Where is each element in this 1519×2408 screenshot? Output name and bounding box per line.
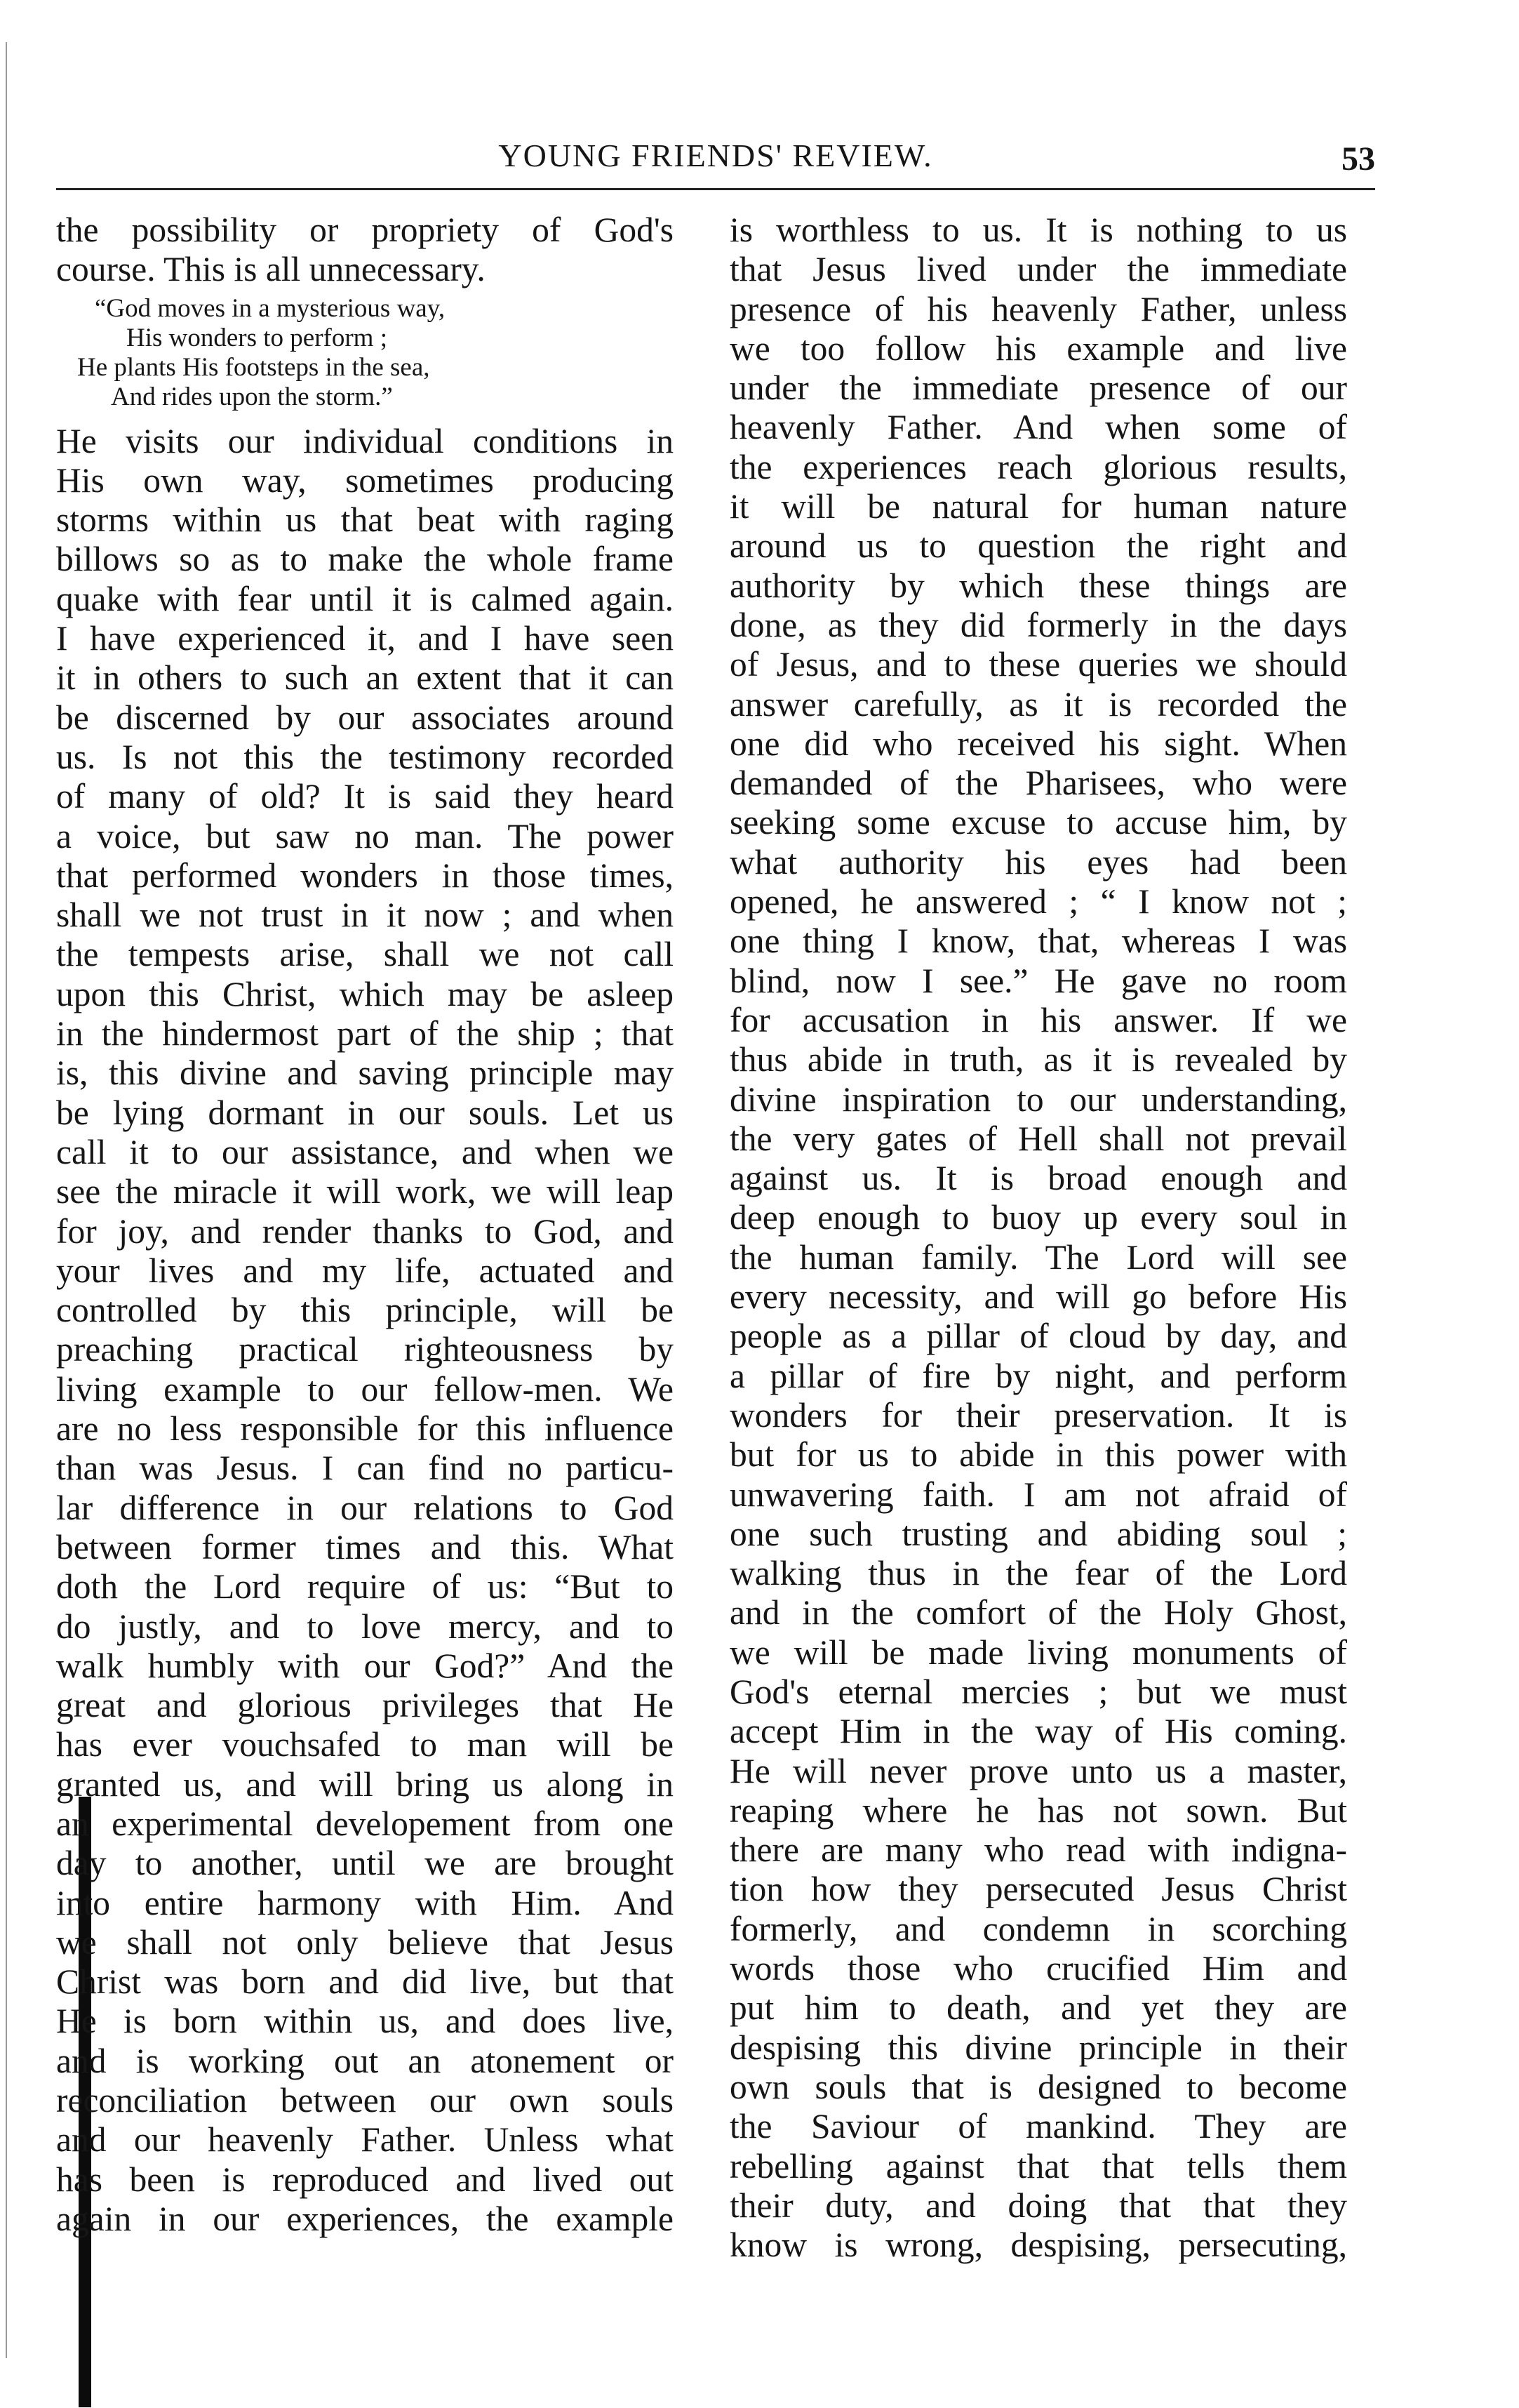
text-line: demanded of the Pharisees, who were [730,764,1347,803]
text-line: we shall not only believe that Jesus [56,1922,674,1962]
text-line: against us. It is broad enough and [730,1159,1347,1198]
text-line: we too follow his example and live [730,328,1347,368]
text-line: know is wrong, despising, persecuting, [730,2226,1347,2265]
text-line: despising this divine principle in their [730,2028,1347,2067]
text-line: one thing I know, that, whereas I was [730,922,1347,961]
text-line: lar difference in our relations to God [56,1488,674,1527]
left-column [56,211,674,2239]
text-line: one such trusting and abiding soul ; [730,1514,1347,1553]
text-line: their duty, and doing that that they [730,2186,1347,2225]
text-line: own souls that is designed to become [730,2067,1347,2106]
text-line: storms within us that beat with raging [56,500,674,540]
page-edge [6,42,7,2358]
text-line: heavenly Father. And when some of [730,408,1347,447]
text-line: reaping where he has not sown. But [730,1790,1347,1830]
text-line: has been is reproduced and lived out [56,2160,674,2199]
text-line: is, this divine and saving principle may [56,1053,674,1093]
text-line: see the miracle it will work, we will leap [56,1172,674,1211]
text-line: Christ was born and did live, but that [56,1962,674,2002]
text-line: shall we not trust in it now ; and when [56,896,674,935]
text-line: the human family. The Lord will see [730,1237,1347,1277]
text-line: is worthless to us. It is nothing to us [730,211,1347,249]
text-line: quake with fear until it is calmed again. [56,579,674,618]
text-line: us. Is not this the testimony recorded [56,737,674,776]
text-line: a voice, but saw no man. The power [56,816,674,856]
text-line: day to another, until we are brought [56,1844,674,1883]
text-line: presence of his heavenly Father, unless [730,289,1347,328]
text-line: walk humbly with our God?” And the [56,1646,674,1685]
text-line: the possibility or propriety of God's [56,211,674,249]
text-line: your lives and my life, actuated and [56,1251,674,1290]
text-line: do justly, and to love mercy, and to [56,1607,674,1646]
text-line: a pillar of fire by night, and perform [730,1356,1347,1395]
text-line: He is born within us, and does live, [56,2002,674,2041]
text-line: has ever vouchsafed to man will be [56,1725,674,1764]
text-line: again in our experiences, the example [56,2199,674,2238]
text-line: one did who received his sight. When [730,724,1347,763]
text-line: every necessity, and will go before His [730,1277,1347,1317]
left-body-text [56,422,674,2240]
text-line: of Jesus, and to these queries we should [730,645,1347,684]
text-line: and is working out an atonement or [56,2041,674,2080]
running-title: YOUNG FRIENDS' REVIEW. [498,138,933,173]
text-line: authority by which these things are [730,566,1347,605]
text-line: seeking some excuse to accuse him, by [730,803,1347,842]
text-line: billows so as to make the whole frame [56,540,674,579]
text-line: the experiences reach glorious results, [730,447,1347,486]
text-line: He will never prove unto us a master, [730,1751,1347,1790]
text-line: it will be natural for human nature [730,487,1347,526]
text-line: He visits our individual conditions in [56,421,674,460]
text-line: we will be made living monuments of [730,1632,1347,1672]
text-line: great and glorious privileges that He [56,1686,674,1725]
text-line: answer carefully, as it is recorded the [730,684,1347,724]
text-line: done, as they did formerly in the days [730,605,1347,644]
text-line: for joy, and render thanks to God, and [56,1211,674,1251]
text-line: doth the Lord require of us: “But to [56,1567,674,1607]
text-line: formerly, and condemn in scorching [730,1909,1347,1948]
text-line: be lying dormant in our souls. Let us [56,1093,674,1132]
page-number: 53 [1341,140,1375,178]
verse-line: He plants His footsteps in the sea, [77,352,430,382]
text-line: are no less responsible for this influence [56,1409,674,1449]
text-line: for accusation in his answer. If we [730,1000,1347,1039]
text-line: under the immediate presence of our [730,368,1347,408]
text-line: divine inspiration to our understanding, [730,1079,1347,1119]
text-line: the tempests arise, shall we not call [56,935,674,974]
text-line: than was Jesus. I can find no particu- [56,1449,674,1488]
verse-line: And rides upon the storm.” [111,382,393,411]
text-line: accept Him in the way of His coming. [730,1712,1347,1751]
right-column [730,211,1347,2265]
hymn-verse [56,294,674,412]
text-line: words those who crucified Him and [730,1949,1347,1988]
text-line: between former times and this. What [56,1527,674,1566]
text-line: people as a pillar of cloud by day, and [730,1317,1347,1356]
text-line: that performed wonders in those times, [56,856,674,895]
verse-line: His wonders to perform ; [126,323,387,352]
text-line: preaching practical righteousness by [56,1330,674,1369]
text-line: but for us to abide in this power with [730,1435,1347,1475]
text-line: the very gates of Hell shall not prevail [730,1119,1347,1158]
text-line: upon this Christ, which may be asleep [56,974,674,1013]
text-line: it in others to such an extent that it can [56,658,674,698]
text-line: granted us, and will bring us along in [56,1764,674,1804]
text-line: an experimental developement from one [56,1804,674,1843]
text-line: of many of old? It is said they heard [56,777,674,816]
text-line: living example to our fellow-men. We [56,1369,674,1409]
text-line: and our heavenly Father. Unless what [56,2120,674,2160]
text-line: around us to question the right and [730,526,1347,566]
text-line: rebelling against that that tells them [730,2146,1347,2186]
text-line: call it to our assistance, and when we [56,1132,674,1171]
text-line: wonders for their preservation. It is [730,1395,1347,1435]
text-line: opened, he answered ; “ I know not ; [730,882,1347,922]
text-line: walking thus in the fear of the Lord [730,1554,1347,1593]
text-line: and in the comfort of the Holy Ghost, [730,1593,1347,1632]
text-line: reconciliation between our own souls [56,2081,674,2120]
text-line: tion how they persecuted Jesus Christ [730,1870,1347,1909]
text-line: that Jesus lived under the immediate [730,250,1347,289]
text-line: be discerned by our associates around [56,698,674,737]
text-line: thus abide in truth, as it is revealed by [730,1040,1347,1079]
text-line: unwavering faith. I am not afraid of [730,1475,1347,1514]
header-rule [56,188,1375,190]
text-line: there are many who read with indigna- [730,1830,1347,1870]
verse-line: “God moves in a mysterious way, [95,293,446,323]
right-body-text [730,211,1347,2265]
text-line: God's eternal mercies ; but we must [730,1672,1347,1711]
text-line: I have experienced it, and I have seen [56,619,674,658]
text-line: the Saviour of mankind. They are [730,2107,1347,2146]
text-line: controlled by this principle, will be [56,1291,674,1330]
text-line: His own way, sometimes producing [56,460,674,500]
page-header [56,137,1375,200]
text-line: in the hindermost part of the ship ; that [56,1014,674,1053]
text-line: deep enough to buoy up every soul in [730,1198,1347,1237]
text-line: put him to death, and yet they are [730,1988,1347,2028]
text-line: what authority his eyes had been [730,842,1347,882]
text-line: course. This is all unnecessary. [56,250,486,289]
text-line: into entire harmony with Him. And [56,1883,674,1922]
text-line: blind, now I see.” He gave no room [730,961,1347,1000]
